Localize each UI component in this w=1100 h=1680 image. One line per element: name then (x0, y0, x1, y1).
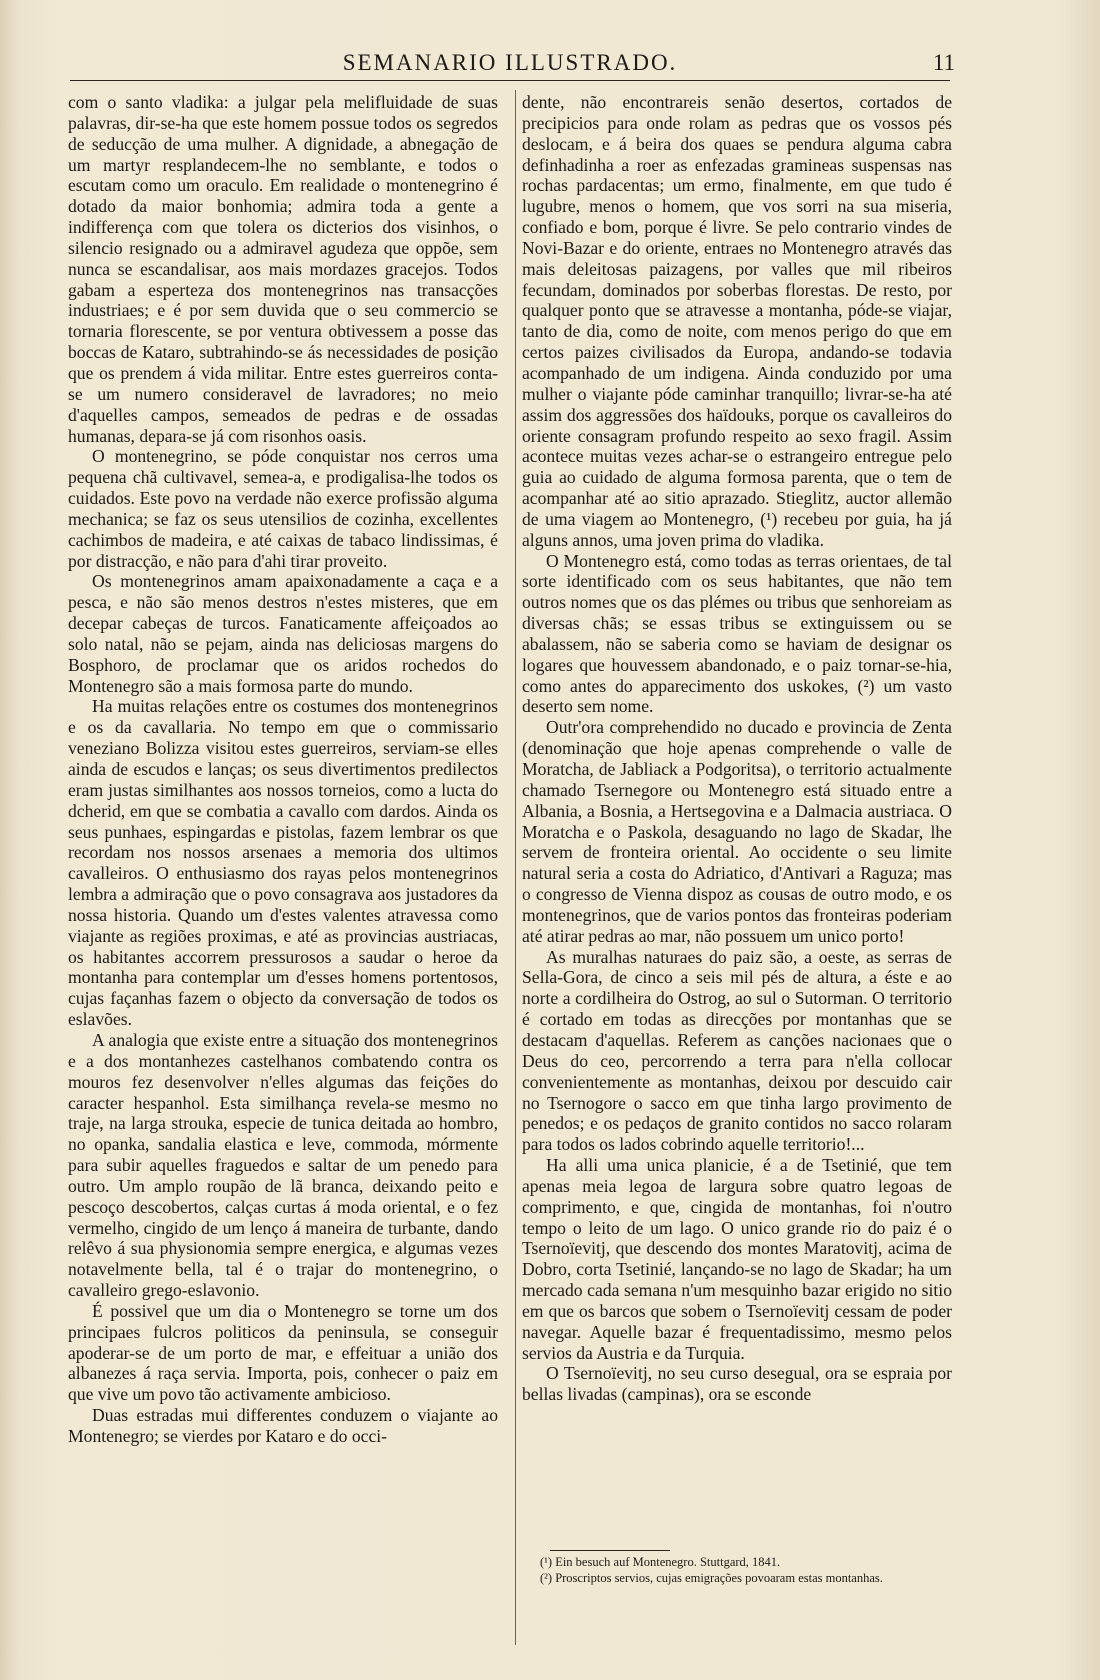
paragraph: dente, não encontrareis senão desertos, cortados de precipicios para onde rolam as pedras que os vossos pés deslocam, e á beira dos quaes se pendura alguma cabra definhadinha a roer as enfezadas gramineas suspensas nas rochas pardacentas; um ermo, finalmente, em que tudo é lugubre, menos o homem, que vos sorri na sua miseria, confiado e bom, porque é livre. Se pelo contrario vindes de Novi-Bazar e do oriente, entraes no Montenegro através das mais deleitosas paizagens, por valles que mil ribeiros fecundam, dominados por soberbas florestas. De resto, por qualquer ponto que se atravesse a montanha, póde-se viajar, tanto de dia, como de noite, com menos perigo do que em certos paizes civilisados da Europa, andando-se todavia acompanhado de um indigena. Ainda conduzido por uma mulher o viajante póde caminhar tranquillo; livrar-se-ha até assim dos aggressões dos haïdouks, porque os cavalleiros do oriente consagram profundo respeito ao sexo fragil. Assim acontece muitas vezes achar-se o estrangeiro entregue pelo guia ao cuidado de alguma formosa parenta, que o tem de acompanhar até ao sitio aprazado. Stieglitz, auctor allemão de uma viagem ao Montenegro, (¹) recebeu por guia, ha já alguns annos, uma joven prima do vladika. (522, 92, 952, 550)
paragraph: Os montenegrinos amam apaixonadamente a caça e a pesca, e não são menos destros n'estes misteres, que em decepar cabeças de turcos. Fanaticamente affeiçoados ao solo natal, não se pejam, ainda nas deliciosas margens do Bosphoro, de proclamar que os aridos rochedos do Montenegro são a mais formosa parte do mundo. (68, 571, 498, 696)
page-header (70, 46, 955, 80)
page-number: 11 (932, 50, 955, 75)
paragraph: Ha muitas relações entre os costumes dos montenegrinos e os da cavallaria. No tempo em que o commissario veneziano Bolizza visitou estes guerreiros, serviam-se elles ainda de escudos e lanças; os seus divertimentos predilectos eram justas similhantes aos nossos torneios, como a lucta do dcherid, em que se combatia a cavallo com dardos. Ainda os seus punhaes, espingardas e pistolas, fazem lembrar os que recordam nos nossos arsenaes a memoria dos ultimos cavalleiros. O enthusiasmo dos rayas pelos montenegrinos lembra a admiração que o povo consagrava aos justadores da nossa historia. Quando um d'estes valentes atravessa como viajante as regiões proximas, e até as provincias austriacas, os habitantes accorrem pressurosos a saudar o heroe da montanha para contemplar um d'esses homens portentosos, cujas façanhas fazem o objecto da conversação de todos os eslavões. (68, 696, 498, 1030)
paragraph: Duas estradas mui differentes conduzem o viajante ao Montenegro; se vierdes por Kataro e do occi- (68, 1405, 498, 1446)
header-rule (70, 80, 950, 81)
footnote: (²) Proscriptos servios, cujas emigrações povoaram estas montanhas. (540, 1571, 883, 1585)
left-column (68, 92, 498, 1447)
right-column (522, 92, 952, 1405)
paragraph: Outr'ora comprehendido no ducado e provincia de Zenta (denominação que hoje apenas comprehende o valle de Moratcha, de Jabliack a Podgoritsa), o territorio actualmente chamado Tsernegore ou Montenegro está situado entre a Albania, a Bosnia, a Hertsegovina e a Dalmacia austriaca. O Moratcha e o Paskola, desaguando no lago de Skadar, lhe servem de fronteira oriental. Ao occidente o seu limite natural seria a costa do Adriatico, d'Antivari a Raguza; mas o congresso de Vienna dispoz as cousas de outro modo, e os montenegrinos, que de varios pontos das fronteiras poderiam até atirar pedras ao mar, não possuem um unico porto! (522, 717, 952, 946)
paragraph: Ha alli uma unica planicie, é a de Tsetinié, que tem apenas meia legoa de largura sobre quatro legoas de comprimento, e que, cingida de montanhas, foi n'outro tempo o leito de um lago. O unico grande rio do paiz é o Tsernoïevitj, que descendo dos montes Maratovitj, acima de Dobro, corta Tsetinié, lançando-se no lago de Skadar; ha um mercado cada semana n'um mesquinho bazar erigido no sitio em que os barcos que sobem o Tsernoïevitj cessam de poder navegar. Aquelle bazar é frequentadissimo, mesmo pelos servios da Austria e da Turquia. (522, 1155, 952, 1363)
paragraph: com o santo vladika: a julgar pela melifluidade de suas palavras, dir-se-ha que este homem possue todos os segredos de seducção de uma mulher. A dignidade, a abnegação de um martyr resplandecem-lhe no semblante, e todos o escutam como um oraculo. Em realidade o montenegrino é dotado da maior bonhomia; admira toda a gente a indifferença com que tolera os dicterios dos visinhos, o silencio resignado ou a admiravel agudeza que oppõe, sem nunca se escandalisar, aos mais mordazes gracejos. Todos gabam a esperteza dos montenegrinos nas transacções industriaes; e é por sem duvida que o seu commercio se tornaria florescente, se por ventura obtivessem a posse das boccas de Kataro, subtrahindo-se ás necessidades de posição que os prendem á vida militar. Entre estes guerreiros conta-se um numero consideravel de lavradores; no meio d'aquelles campos, semeados de pedras e de ossadas humanas, depara-se já com risonhos oasis. (68, 92, 498, 446)
paragraph: O Tsernoïevitj, no seu curso desegual, ora se espraia por bellas livadas (campinas), ora se esconde (522, 1363, 952, 1405)
running-title: SEMANARIO ILLUSTRADO. (342, 50, 678, 75)
footnote: (¹) Ein besuch auf Montenegro. Stuttgard, 1841. (540, 1555, 781, 1569)
footnotes (540, 1550, 960, 1586)
paragraph: O Montenegro está, como todas as terras orientaes, de tal sorte identificado com os seus habitantes, que não tem outros nomes que os das plémes ou tribus que senhoreiam as diversas chãs; se essas tribus se extinguissem ou se abalassem, não se saberia como se haviam de designar os logares que houvessem abandonado, e o paiz tornar-se-hia, como antes do apparecimento dos uskokes, (²) um vasto deserto sem nome. (522, 550, 952, 717)
paragraph: A analogia que existe entre a situação dos montenegrinos e a dos montanhezes castelhanos combatendo contra os mouros fez desenvolver n'elles algumas das feições do caracter hespanhol. Esta similhança revela-se mesmo no traje, na larga strouka, especie de tunica deitada ao hombro, no opanka, sandalia elastica e leve, commoda, mórmente para subir aquelles fraguedos e saltar de um penedo para outro. Um amplo roupão de lã branca, deixando peito e pescoço descobertos, calças curtas á moda oriental, e o fez vermelho, cingido de um lenço á maneira de turbante, dando relêvo á sua physionomia sempre energica, e algumas vezes notavelmente bella, tal é o trajar do montenegrino, o cavalleiro grego-eslavonio. (68, 1029, 498, 1301)
paragraph: As muralhas naturaes do paiz são, a oeste, as serras de Sella-Gora, de cinco a seis mil pés de altura, a éste e ao norte a cordilheira do Ostrog, ao sul o Sutorman. O territorio é cortado em todas as direcções por montanhas que se destacam d'aquellas. Referem as canções nacionaes que o Deus do ceo, percorrendo a terra para n'ella collocar convenientemente as montanhas, deixou por descuido cair no Tsernogore o sacco em que tinha largo provimento de penedos; e os pedaços de granito contidos no sacco rolaram para todos os lados cobrindo aquelle territorio!... (522, 946, 952, 1155)
paragraph: O montenegrino, se póde conquistar nos cerros uma pequena chã cultivavel, semea-a, e prodigalisa-lhe todos os cuidados. Este povo na verdade não exerce profissão alguma mechanica; se faz os seus utensilios de cozinha, excellentes cachimbos de madeira, e até caixas de tabaco lindissimas, é por distracção, e não para d'ahi tirar proveito. (68, 446, 498, 571)
paragraph: É possivel que um dia o Montenegro se torne um dos principaes fulcros politicos da peninsula, se conseguir apoderar-se de um porto de mar, e effeituar a união dos albanezes á raça servia. Importa, pois, conhecer o paiz em que vive um povo tão activamente ambicioso. (68, 1300, 498, 1405)
footnote-rule (550, 1550, 670, 1551)
column-divider (515, 90, 516, 1645)
